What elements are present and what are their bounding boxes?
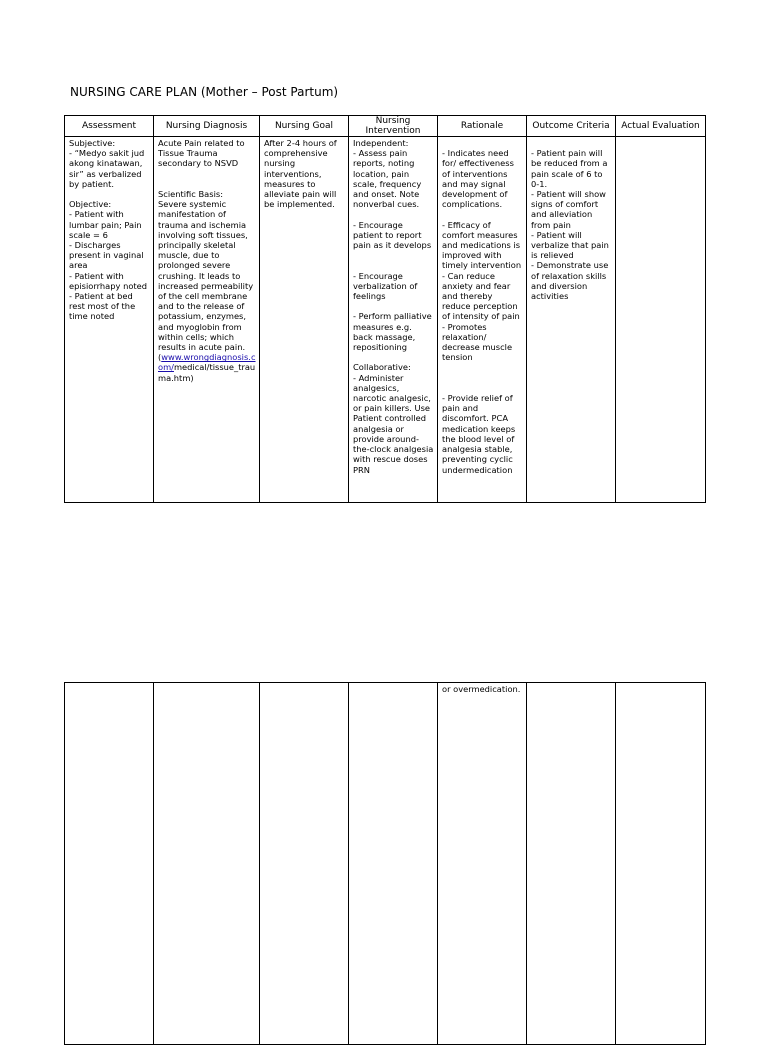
header-nursing-diagnosis: Nursing Diagnosis bbox=[154, 116, 260, 137]
header-outcome-criteria: Outcome Criteria bbox=[527, 116, 616, 137]
diagnosis-text-main: Acute Pain related to Tissue Trauma secondary to NSVD Scientific Basis: Severe systemic manifestation of trauma and ischemia involving soft tissues, principally skeletal muscle, due to prolonged severe crushing. It leads to increased permeability of the cell membrane and to the release of potassium, enzymes, and myoglobin from within cells; which results in acute pain. ( bbox=[158, 138, 254, 363]
goal-text: After 2-4 hours of comprehensive nursing interventions, measures to alleviate pain will be implemented. bbox=[264, 138, 337, 210]
continuation-intervention-cell bbox=[349, 683, 438, 1045]
continuation-rationale-text: or overmedication. bbox=[442, 684, 521, 694]
outcome-text: - Patient pain will be reduced from a pain scale of 6 to 0-1. - Patient will show signs of comfort and alleviation from pain - Patient will verbalize that pain is relieved - Demonstrate use of relaxation skills and diversion activities bbox=[531, 148, 609, 302]
assessment-text: Subjective: - “Medyo sakit jud akong kinatawan, sir” as verbalized by patient. Objective: - Patient with lumbar pain; Pain scale = 6 - Discharges present in vaginal area - Patient with episiorrhapy noted - Patient at bed rest most of the time noted bbox=[69, 138, 148, 322]
header-nursing-goal: Nursing Goal bbox=[260, 116, 349, 137]
page-title: NURSING CARE PLAN (Mother – Post Partum) bbox=[70, 85, 339, 99]
continuation-goal-cell bbox=[260, 683, 349, 1045]
table-row bbox=[65, 137, 706, 503]
intervention-text: Independent: - Assess pain reports, noting location, pain scale, frequency and onset. Note nonverbal cues. - Encourage patient to report pain as it develops - Encourage verbalization of feelings - Perform palliative measures e.g. back massage, repositioning Collaborative: - Administer analgesics, narcotic analgesic, or pain killers. Use Patient controlled analgesia or provide around-the-clock analgesia with rescue doses PRN bbox=[353, 138, 434, 475]
diagnosis-text bbox=[158, 138, 256, 383]
continuation-evaluation-cell bbox=[616, 683, 706, 1045]
diagnosis-text-tail: medical/tissue_trauma.htm) bbox=[158, 362, 256, 383]
outcome-cell bbox=[527, 137, 616, 503]
header-nursing-intervention: Nursing Intervention bbox=[349, 116, 438, 137]
header-actual-evaluation: Actual Evaluation bbox=[616, 116, 706, 137]
intervention-cell bbox=[349, 137, 438, 503]
header-rationale: Rationale bbox=[438, 116, 527, 137]
rationale-cell bbox=[438, 137, 527, 503]
nursing-care-plan-table bbox=[64, 115, 706, 503]
table-row bbox=[65, 683, 706, 1045]
header-assessment: Assessment bbox=[65, 116, 154, 137]
rationale-text: - Indicates need for/ effectiveness of interventions and may signal development of complications. - Efficacy of comfort measures and medications is improved with timely intervention - Can reduce anxiety and fear and thereby reduce perception of intensity of pain - Promotes relaxation/ decrease muscle tension - Provide relief of pain and discomfort. PCA medication keeps the blood level of analgesia stable, preventing cyclic undermedication bbox=[442, 148, 522, 475]
diagnosis-cell bbox=[154, 137, 260, 503]
continuation-diagnosis-cell bbox=[154, 683, 260, 1045]
goal-cell bbox=[260, 137, 349, 503]
evaluation-cell bbox=[616, 137, 706, 503]
assessment-cell bbox=[65, 137, 154, 503]
table-header-row bbox=[65, 116, 706, 137]
source-link[interactable]: www.wrongdiagnosis.com/ bbox=[158, 352, 256, 373]
continuation-assessment-cell bbox=[65, 683, 154, 1045]
continuation-rationale-cell bbox=[438, 683, 527, 1045]
continuation-outcome-cell bbox=[527, 683, 616, 1045]
continuation-table bbox=[64, 682, 706, 1045]
